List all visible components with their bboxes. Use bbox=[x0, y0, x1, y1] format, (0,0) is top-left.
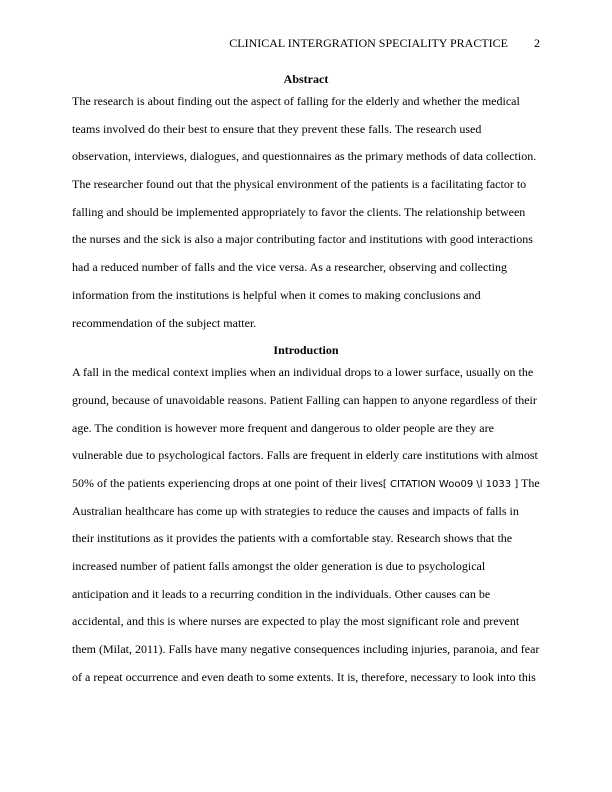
running-header bbox=[72, 36, 540, 50]
citation-field-code: [ CITATION Woo09 \l 1033 ] bbox=[382, 478, 519, 490]
text-line: age. The condition is however more frequent and dangerous to older people are they are bbox=[72, 420, 494, 435]
text-line: falling and should be implemented appropriately to favor the clients. The relationship between bbox=[72, 204, 526, 219]
text-line: their institutions as it provides the patients with a comfortable stay. Research shows that the bbox=[72, 531, 513, 546]
text-line: recommendation of the subject matter. bbox=[72, 315, 257, 330]
text-line: accidental, and this is where nurses are expected to play the most significant role and prevent bbox=[72, 614, 520, 629]
text-line: ground, because of unavoidable reasons. Patient Falling can happen to anyone regardless of their bbox=[72, 392, 537, 407]
text-line: had a reduced number of falls and the vice versa. As a researcher, observing and collecting bbox=[72, 260, 508, 275]
abstract-paragraph bbox=[72, 92, 540, 341]
citation-line-tail: The bbox=[518, 475, 540, 490]
text-line: The research is about finding out the aspect of falling for the elderly and whether the medical bbox=[72, 94, 520, 108]
text-line: observation, interviews, dialogues, and questionnaires as the primary methods of data collection. bbox=[72, 149, 537, 164]
text-line: anticipation and it leads to a recurring condition in the individuals. Other causes can be bbox=[72, 586, 491, 601]
text-line: vulnerable due to psychological factors. Falls are frequent in elderly care institutions with almost bbox=[72, 448, 538, 463]
page-number: 2 bbox=[534, 36, 540, 50]
document-body bbox=[72, 70, 540, 695]
introduction-paragraph bbox=[72, 363, 540, 695]
introduction-heading: Introduction bbox=[273, 343, 339, 358]
citation-line bbox=[72, 474, 540, 502]
text-line: Australian healthcare has come up with strategies to reduce the causes and impacts of falls in bbox=[72, 503, 519, 518]
text-line: A fall in the medical context implies when an individual drops to a lower surface, usually on the bbox=[72, 365, 534, 380]
text-line: increased number of patient falls amongst the older generation is due to psychological bbox=[72, 559, 486, 573]
abstract-heading: Abstract bbox=[283, 72, 329, 86]
running-title: CLINICAL INTERGRATION SPECIALITY PRACTICE bbox=[229, 36, 508, 50]
citation-line-text: 50% of the patients experiencing drops at one point of their lives bbox=[72, 475, 383, 490]
text-line: the nurses and the sick is also a major contributing factor and institutions with good interactions bbox=[72, 232, 533, 247]
text-line: The researcher found out that the physical environment of the patients is a facilitating factor to bbox=[72, 177, 527, 192]
text-line: information from the institutions is helpful when it comes to making conclusions and bbox=[72, 287, 481, 302]
text-line: them (Milat, 2011). Falls have many negative consequences including injuries, paranoia, and fear bbox=[72, 642, 540, 657]
text-line: teams involved do their best to ensure that they prevent these falls. The research used bbox=[72, 121, 482, 136]
text-line: of a repeat occurrence and even death to some extents. It is, therefore, necessary to look into this bbox=[72, 669, 536, 684]
